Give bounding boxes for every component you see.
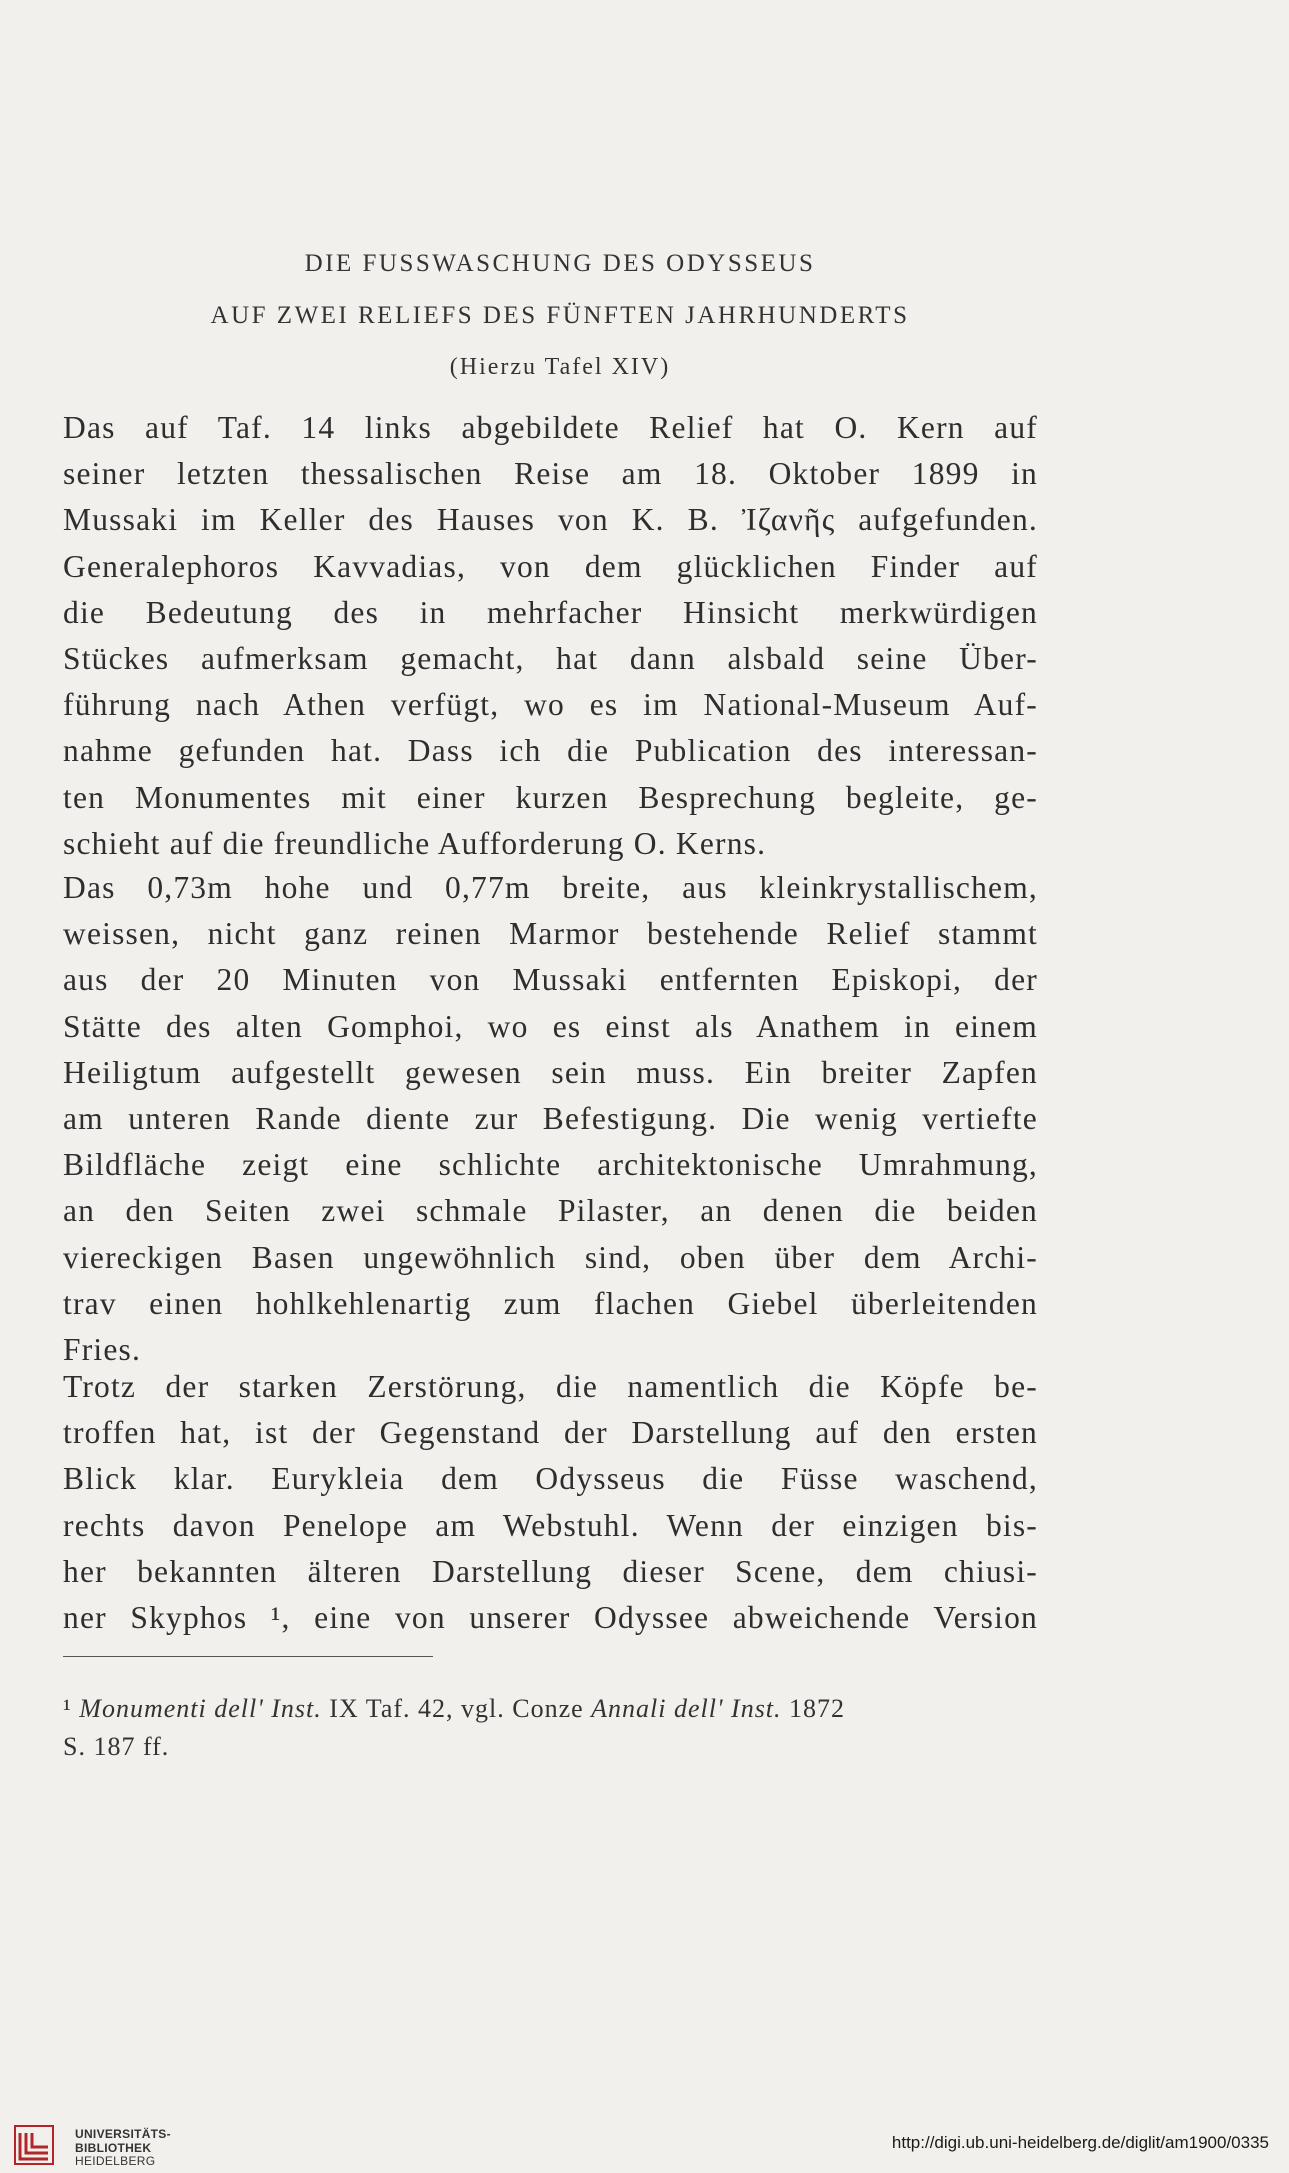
library-name-line-1: UNIVERSITÄTS- [75,2127,171,2141]
text-line: am unteren Rande diente zur Befestigung. Die wenig vertiefte [63,1101,1038,1137]
library-name-line-3: HEIDELBERG [75,2154,156,2168]
text-line: Trotz der starken Zerstörung, die namentlich die Köpfe be- [63,1369,1038,1404]
text-line: an den Seiten zwei schmale Pilaster, an denen die beiden [63,1193,1038,1229]
text-line: nahme gefunden hat. Dass ich die Publication des interessan- [63,733,1038,769]
text-line: aus der 20 Minuten von Mussaki entfernten Episkopi, der [63,962,1038,998]
library-logo-icon [14,2125,54,2165]
text-line: Das auf Taf. 14 links abgebildete Relief hat O. Kern auf [63,410,1038,445]
text-line: rechts davon Penelope am Webstuhl. Wenn der einzigen bis- [63,1507,1038,1543]
text-line: Stückes aufmerksam gemacht, hat dann alsbald seine Über- [63,641,1038,677]
text-line: Stätte des alten Gomphoi, wo es einst als Anathem in einem [63,1008,1038,1044]
text-line: ner Skyphos ¹, eine von unserer Odyssee abweichende Version [63,1600,1038,1636]
footnote-line-2: S. 187 ff. [63,1732,170,1761]
text-line: her bekannten älteren Darstellung dieser Scene, dem chiusi- [63,1553,1038,1589]
text-line: Generalephoros Kavvadias, von dem glücklichen Finder auf [63,548,1038,584]
text-line: die Bedeutung des in mehrfacher Hinsicht merkwürdigen [63,594,1038,630]
footnote-text-1: IX Taf. 42, vgl. Conze [321,1694,592,1723]
footnote [63,1690,1038,1766]
text-line: führung nach Athen verfügt, wo es im National-Museum Auf- [63,687,1038,723]
text-line: Blick klar. Eurykleia dem Odysseus die Füsse waschend, [63,1461,1038,1497]
text-line: ten Monumentes mit einer kurzen Besprechung begleite, ge- [63,779,1038,815]
paragraph-3 [63,1364,1038,1641]
footnote-line-1 [63,1690,1038,1728]
text-line: Bildfläche zeigt eine schlichte architektonische Umrahmung, [63,1147,1038,1183]
text-line: trav einen hohlkehlenartig zum flachen Giebel überleitenden [63,1285,1038,1321]
text-line: Das 0,73m hohe und 0,77m breite, aus kleinkrystallischem, [63,870,1038,905]
text-line: schieht auf die freundliche Aufforderung O. Kerns. [63,825,767,861]
text-line: troffen hat, ist der Gegenstand der Darstellung auf den ersten [63,1415,1038,1451]
text-line: viereckigen Basen ungewöhnlich sind, oben über dem Archi- [63,1239,1038,1275]
title-line-2: AUF ZWEI RELIEFS DES FÜNFTEN JAHRHUNDERTS [210,302,910,329]
footnote-citation-2: Annali dell' Inst. [591,1694,782,1723]
footnote-citation-1: Monumenti dell' Inst. [79,1694,322,1723]
text-line: weissen, nicht ganz reinen Marmor bestehende Relief stammt [63,916,1038,952]
title-line-3: (Hierzu Tafel XIV) [449,354,671,380]
library-name [75,2128,171,2169]
footnote-marker: ¹ [63,1694,72,1723]
text-line: Heiligtum aufgestellt gewesen sein muss. Ein breiter Zapfen [63,1054,1038,1090]
text-line: Mussaki im Keller des Hauses von K. B. Ἰζανῆς aufgefunden. [63,502,1038,538]
source-url-link[interactable]: http://digi.ub.uni-heidelberg.de/diglit/am1900/0335 [891,2133,1269,2152]
footnote-rule [63,1656,433,1657]
paragraph-2 [63,865,1038,1373]
paragraph-1 [63,405,1038,867]
title-line-1: DIE FUSSWASCHUNG DES ODYSSEUS [304,250,816,277]
footnote-text-2: 1872 [781,1694,846,1723]
text-line: Fries. [63,1332,142,1368]
text-line: seiner letzten thessalischen Reise am 18. Oktober 1899 in [63,456,1038,492]
library-name-line-2: BIBLIOTHEK [75,2140,152,2155]
